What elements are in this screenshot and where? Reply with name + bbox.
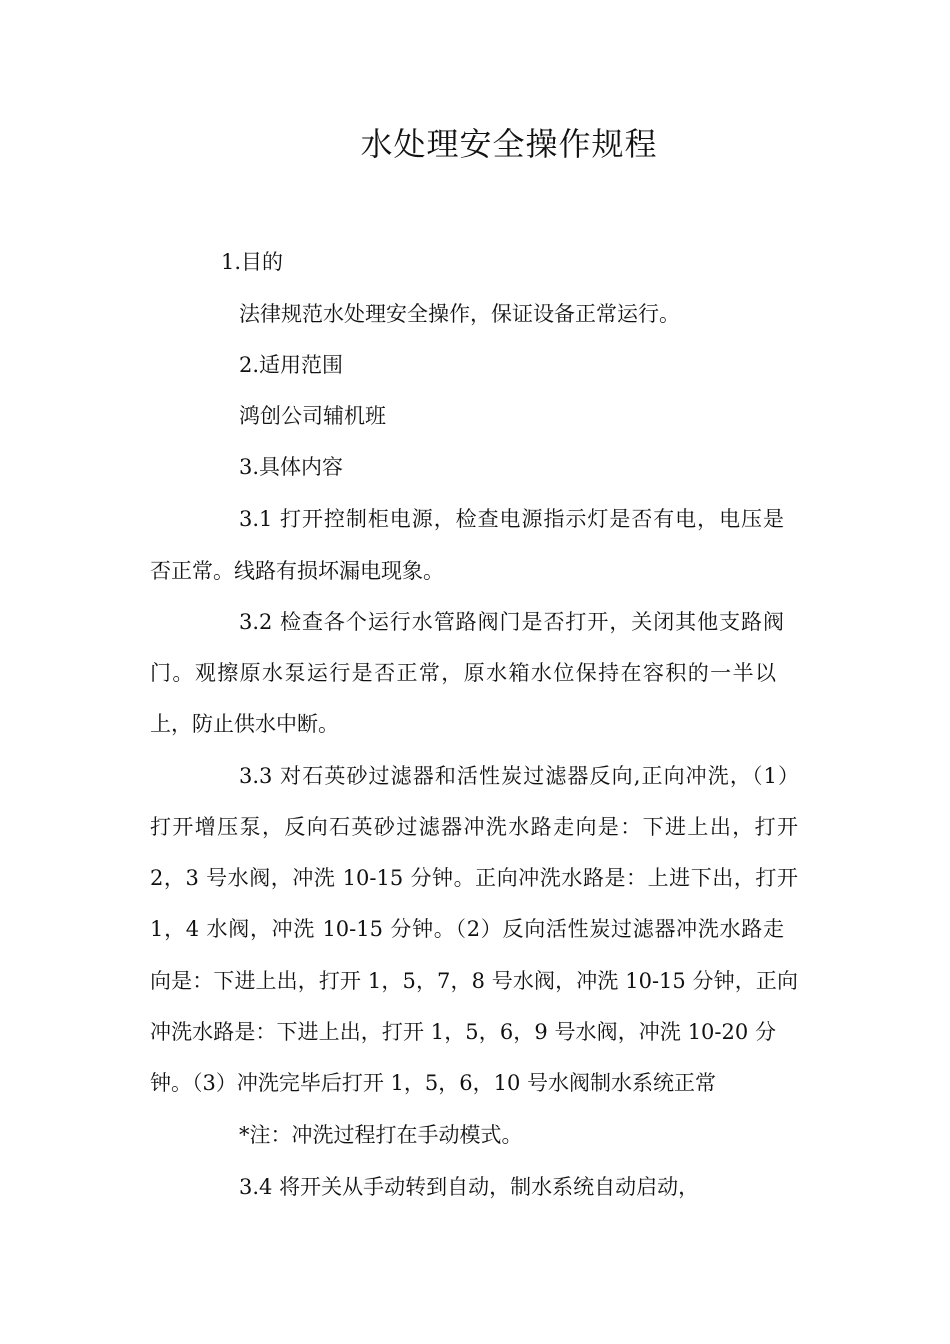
paragraph-line: 钟。（3）冲洗完毕后打开 1，5，6，10 号水阀制水系统正常 [150,1071,717,1095]
paragraph-line: 2，3 号水阀，冲洗 10-15 分钟。正向冲洗水路是：上进下出，打开 [150,866,798,890]
section-heading-purpose: 1.目的 [221,250,284,274]
paragraph-line: 冲洗水路是：下进上出，打开 1，5，6，9 号水阀，冲洗 10-20 分 [150,1020,776,1044]
section-heading-content: 3.具体内容 [239,455,344,479]
paragraph-line: 3.3 对石英砂过滤器和活性炭过滤器反向,正向冲洗，（1） [239,764,799,788]
paragraph-line: 3.4 将开关从手动转到自动，制水系统自动启动， [239,1175,700,1199]
document-title: 水处理安全操作规程 [360,125,658,163]
paragraph-line: 鸿创公司辅机班 [239,404,386,428]
paragraph-line: 向是：下进上出，打开 1，5，7，8 号水阀，冲洗 10-15 分钟，正向 [150,969,798,993]
paragraph-line: 3.2 检查各个运行水管路阀门是否打开，关闭其他支路阀 [239,610,784,634]
paragraph-line: 上，防止供水中断。 [150,712,339,736]
paragraph-line: 否正常。线路有损坏漏电现象。 [150,559,444,583]
paragraph-line: 法律规范水处理安全操作，保证设备正常运行。 [239,302,680,326]
paragraph-line: 3.1 打开控制柜电源，检查电源指示灯是否有电，电压是 [239,507,784,531]
note-line: *注：冲洗过程打在手动模式。 [239,1123,523,1147]
paragraph-line: 门。观擦原水泵运行是否正常，原水箱水位保持在容积的一半以 [150,661,776,685]
section-heading-scope: 2.适用范围 [239,353,344,377]
paragraph-line: 1，4 水阀，冲洗 10-15 分钟。（2）反向活性炭过滤器冲洗水路走 [150,917,784,941]
paragraph-line: 打开增压泵，反向石英砂过滤器冲洗水路走向是：下进上出，打开 [150,815,798,839]
